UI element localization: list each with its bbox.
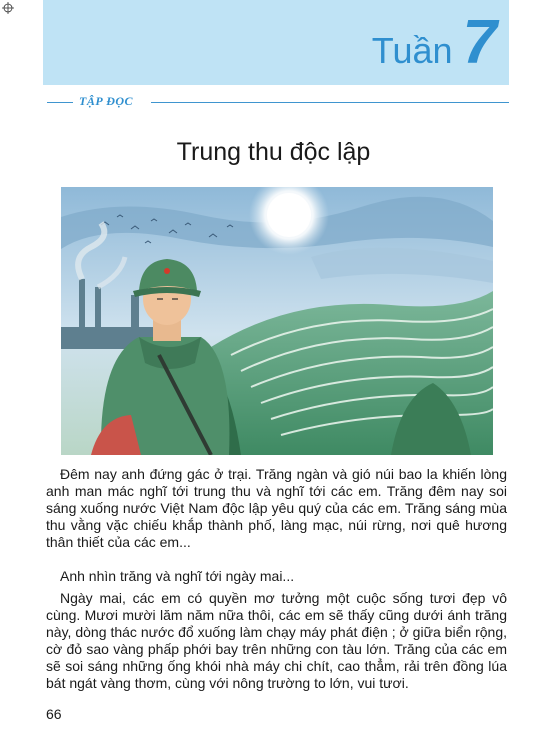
- week-heading: [371, 8, 497, 77]
- registration-mark-icon: [2, 2, 14, 14]
- section-label: TẬP ĐỌC: [79, 94, 134, 108]
- lesson-title: Trung thu độc lập: [176, 138, 371, 166]
- week-word: Tuần: [371, 30, 453, 71]
- paragraph-1: Đêm nay anh đứng gác ở trại. Trăng ngàn và gió núi bao la khiến lòng anh man mác nghĩ tới trung thu và nghĩ tới các em. Trăng đêm nay soi sáng xuống nước Việt Nam độc lập yêu quý của các em. Trăng sáng mùa thu vằng vặc chiếu khắp thành phố, làng mạc, núi rừng, nơi quê hương thân thiết của các em...: [46, 466, 507, 550]
- week-banner: [43, 0, 509, 85]
- week-number: 7: [462, 8, 497, 77]
- paragraph-3: Ngày mai, các em có quyền mơ tưởng một cuộc sống tươi đẹp vô cùng. Mươi mười lăm năm nữa thôi, các em sẽ thấy cũng dưới ánh trăng này, dòng thác nước đổ xuống làm chạy máy phát điện ; ở giữa biển rộng, cờ đỏ sao vàng phấp phới bay trên những con tàu lớn. Trăng của các em sẽ soi sáng những ống khói nhà máy chi chít, cao thẳm, rải trên đồng lúa bát ngát vàng thơm, cùng với nông trường to lớn, vui tươi.: [46, 590, 507, 691]
- section-rule-left: [47, 102, 73, 103]
- paragraph-2: Anh nhìn trăng và nghĩ tới ngày mai...: [60, 568, 295, 584]
- section-rule-right: [151, 102, 509, 103]
- soldier-on-guard-under-moon-illustration: [61, 187, 493, 455]
- page-number: 66: [46, 706, 62, 722]
- section-header: [47, 94, 509, 110]
